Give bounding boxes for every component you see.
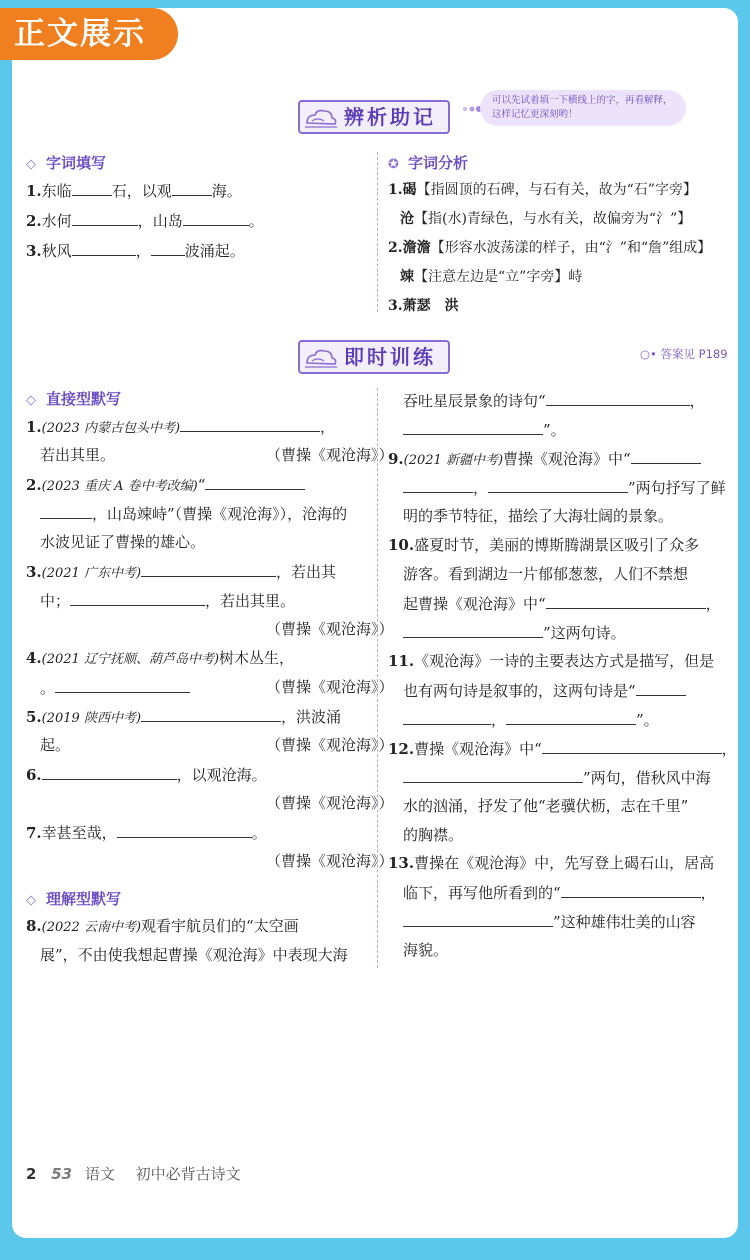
question-line (403, 506, 673, 526)
citation: （曹操《观沧海》） (266, 736, 394, 754)
question-line (40, 945, 348, 965)
answer-blank (183, 210, 249, 226)
answer-blank (117, 822, 252, 838)
question-text: 中； (40, 592, 71, 610)
key-icon: ○• (640, 347, 657, 361)
question-text: 临下，再写他所看到的“ (403, 884, 561, 902)
question-line (403, 593, 721, 614)
question-source: (2021 辽宁抚顺、葫芦岛中考) (41, 652, 220, 667)
diamond-icon: ◇ (26, 393, 36, 408)
question-source: (2023 内蒙古包头中考) (41, 421, 181, 436)
answer-blank (141, 561, 276, 577)
question-text: ， (721, 740, 737, 758)
fill-item (26, 240, 245, 261)
question-number: 2. (26, 476, 42, 494)
answer-blank (403, 767, 583, 783)
section-title-practice (298, 340, 450, 374)
citation: （曹操《观沧海》） (266, 852, 394, 870)
question-text: 盛夏时节，美丽的博斯腾湖景区吸引了众多 (414, 536, 700, 554)
question-text: ， (473, 479, 489, 497)
memory-tip: 可以先试着填一下横线上的字，再看解释，这样记忆更深刻哟！ (480, 90, 686, 126)
question-number: 4. (26, 649, 42, 667)
item-text: ， (135, 242, 151, 260)
question-text: 的胸襟。 (403, 826, 464, 844)
question-number: 12. (388, 740, 415, 758)
question-number: 5. (26, 708, 42, 726)
star-icon: ✪ (388, 157, 399, 172)
answer-blank (141, 706, 281, 722)
question-source: (2021 新疆中考) (403, 453, 504, 468)
question-text: 。 (40, 679, 56, 697)
answer-blank (172, 180, 212, 196)
book-title: 初中必背古诗文 (135, 1165, 241, 1183)
question-text: ， (700, 884, 716, 902)
question-line (40, 503, 347, 524)
answer-blank (205, 474, 305, 490)
section-title-text: 即时训练 (344, 345, 436, 369)
question-line (403, 622, 626, 643)
question-text: 幸甚至哉， (41, 824, 117, 842)
analysis-line (400, 267, 582, 287)
citation: （曹操《观沧海》） (266, 446, 394, 464)
section-tag: 正文展示 (0, 8, 178, 60)
question-line (26, 764, 267, 785)
analysis-text: 【指(水)青绿色，与水有关，故偏旁为“氵”】 (414, 211, 692, 227)
answer-blank (72, 240, 136, 256)
question-text: ， (689, 392, 705, 410)
item-number: 3. (388, 298, 403, 314)
item-number: 2. (388, 240, 403, 256)
question-number: 13. (388, 854, 415, 872)
question-text: 。 (251, 824, 267, 842)
citation: （曹操《观沧海》） (266, 678, 394, 696)
section-title-analysis (298, 100, 450, 134)
question-number: 6. (26, 766, 42, 784)
column-divider (377, 388, 378, 968)
question-number: 1. (26, 418, 42, 436)
key-word: 澹澹 (402, 240, 431, 256)
question-number: 3. (26, 563, 42, 581)
fill-item (26, 180, 242, 201)
question-text: 曹操在《观沧海》中，先写登上碣石山，居高 (414, 854, 715, 872)
page-footer (26, 1163, 241, 1184)
analysis-line (388, 180, 697, 200)
question-text: 曹操《观沧海》中“ (414, 740, 542, 758)
answer-reference: ○• 答案见 P189 (640, 347, 728, 361)
question-line (40, 532, 205, 552)
question-line (388, 651, 714, 671)
question-text: ”。 (543, 421, 566, 439)
question-line (40, 590, 295, 611)
question-line (388, 535, 699, 555)
analysis-line (388, 238, 711, 258)
question-text: 游客。看到湖边一片郁郁葱葱，人们不禁想 (403, 565, 689, 583)
question-text: 起。 (40, 736, 71, 754)
question-line (26, 561, 336, 584)
column-divider (377, 152, 378, 312)
key-word: 竦 (400, 269, 414, 285)
question-line (388, 448, 701, 471)
question-line (26, 916, 299, 938)
question-text: ”。 (636, 711, 659, 729)
question-source: (2021 广东中考) (41, 566, 142, 581)
question-text: 水波见证了曹操的雄心。 (40, 533, 206, 551)
subject-label: 语文 (84, 1165, 115, 1183)
item-text: 水何 (41, 212, 72, 230)
question-text: ，洪波涌 (281, 708, 342, 726)
cloud-icon (304, 346, 338, 370)
answer-blank (70, 590, 205, 606)
diamond-icon: ◇ (26, 893, 36, 908)
question-line (403, 940, 448, 960)
answer-blank (403, 709, 491, 725)
question-text: ，若出其里。 (205, 592, 296, 610)
key-word: 萧瑟 洪 (402, 298, 459, 314)
question-text: ”这种雄伟壮美的山容 (553, 913, 696, 931)
question-number: 10. (388, 536, 415, 554)
section-title-text: 辨析助记 (344, 105, 436, 129)
answer-blank (546, 390, 690, 406)
question-text: ”两句抒写了鲜 (628, 479, 726, 497)
key-word: 沧 (400, 211, 414, 227)
answer-blank (542, 738, 722, 754)
question-text: ”两句，借秋风中海 (583, 769, 711, 787)
answer-blank (506, 709, 636, 725)
answer-blank (403, 911, 553, 927)
question-number: 7. (26, 824, 42, 842)
question-text: 若出其里。 (40, 446, 116, 464)
analysis-line (400, 209, 691, 229)
question-text: 明的季节特征，描绘了大海壮阔的景象。 (403, 507, 674, 525)
page-number: 2 (26, 1165, 37, 1183)
question-number: 11. (388, 652, 415, 670)
question-line (26, 416, 335, 439)
item-number: 2. (26, 212, 42, 230)
subheading-fill-words: ◇ 字词填写 (26, 154, 107, 172)
question-line (26, 706, 341, 729)
answer-blank (403, 477, 473, 493)
question-text: 展”，不由使我想起曹操《观沧海》中表现大海 (40, 946, 348, 964)
item-text: 石，以观 (111, 182, 172, 200)
item-text: 波涌起。 (184, 242, 245, 260)
question-text: 水的汹涌，抒发了他“老骥伏枥，志在千里” (403, 797, 689, 815)
question-source: (2023 重庆 A 卷中考改编) (41, 479, 198, 494)
question-number: 9. (388, 450, 404, 468)
subheading-word-analysis: ✪ 字词分析 (388, 154, 469, 172)
item-text: 。 (248, 212, 264, 230)
answer-blank (40, 503, 92, 519)
question-line (40, 735, 394, 755)
answer-blank (488, 477, 628, 493)
question-line (403, 419, 566, 440)
question-text: 也有两句诗是叙事的，这两句诗是“ (403, 682, 636, 700)
question-text: 树木丛生， (219, 649, 295, 667)
subheading-direct-recite: ◇ 直接型默写 (26, 390, 122, 408)
question-text: ，山岛竦峙”（曹操《观沧海》），沧海的 (92, 505, 348, 523)
question-number: 8. (26, 917, 42, 935)
question-line (26, 822, 267, 843)
item-text: 海。 (211, 182, 242, 200)
question-source: (2022 云南中考) (41, 920, 142, 935)
citation: （曹操《观沧海》） (266, 620, 394, 638)
question-text: 观看宇航员们的“太空画 (141, 917, 299, 935)
question-line (403, 564, 688, 584)
analysis-text: 【指圆顶的石碑，与石有关，故为“石”字旁】 (416, 182, 697, 198)
question-source: (2019 陕西中考) (41, 711, 142, 726)
question-text: ，若出其 (276, 563, 337, 581)
key-word: 碣 (402, 182, 417, 198)
answer-blank (180, 416, 320, 432)
question-line (403, 680, 686, 701)
question-line (26, 648, 294, 670)
answer-blank (72, 180, 112, 196)
answer-blank (636, 680, 686, 696)
item-number: 3. (26, 242, 42, 260)
answer-blank (403, 419, 543, 435)
question-line (403, 796, 688, 816)
question-line (403, 882, 716, 903)
question-line (403, 390, 705, 411)
subheading-understanding-recite: ◇ 理解型默写 (26, 890, 122, 908)
question-text: 吞吐星辰景象的诗句“ (403, 392, 546, 410)
item-text: ，山岛 (137, 212, 183, 230)
answer-blank (72, 210, 138, 226)
fill-item (26, 210, 264, 231)
item-text: 东临 (41, 182, 72, 200)
question-line (403, 477, 726, 498)
question-text: 海貌。 (403, 941, 449, 959)
question-text: “ (197, 476, 206, 494)
answer-blank (403, 622, 543, 638)
question-text: ， (705, 595, 721, 613)
question-line (26, 474, 305, 497)
question-line (403, 709, 659, 730)
answer-blank (546, 593, 706, 609)
analysis-text: 【注意左边是“立”字旁】峙 (414, 269, 583, 285)
citation: （曹操《观沧海》） (266, 794, 394, 812)
question-line (388, 853, 714, 873)
analysis-text: 【形容水波荡漾的样子，由“氵”和“詹”组成】 (430, 240, 712, 256)
question-line (40, 445, 394, 465)
dots-decoration (462, 104, 482, 114)
question-line (403, 825, 463, 845)
question-text: 起曹操《观沧海》中“ (403, 595, 546, 613)
question-text: ， (491, 711, 507, 729)
question-text: 《观沧海》一诗的主要表达方式是描写，但是 (414, 652, 715, 670)
answer-blank (151, 240, 185, 256)
question-line (403, 911, 696, 932)
analysis-line (388, 296, 459, 316)
question-text: ，以观沧海。 (176, 766, 267, 784)
answer-blank (55, 677, 190, 693)
answer-blank (561, 882, 701, 898)
item-number: 1. (388, 182, 403, 198)
question-text: ”这两句诗。 (543, 624, 626, 642)
question-line (40, 677, 394, 698)
item-text: 秋风 (41, 242, 72, 260)
question-line (403, 767, 711, 788)
question-text: 曹操《观沧海》中“ (503, 450, 631, 468)
item-number: 1. (26, 182, 42, 200)
question-line (388, 738, 737, 759)
answer-blank (631, 448, 701, 464)
brand-logo: 53 (51, 1165, 73, 1183)
question-text: ， (320, 418, 336, 436)
answer-blank (42, 764, 177, 780)
cloud-icon (304, 106, 338, 130)
diamond-icon: ◇ (26, 157, 36, 172)
